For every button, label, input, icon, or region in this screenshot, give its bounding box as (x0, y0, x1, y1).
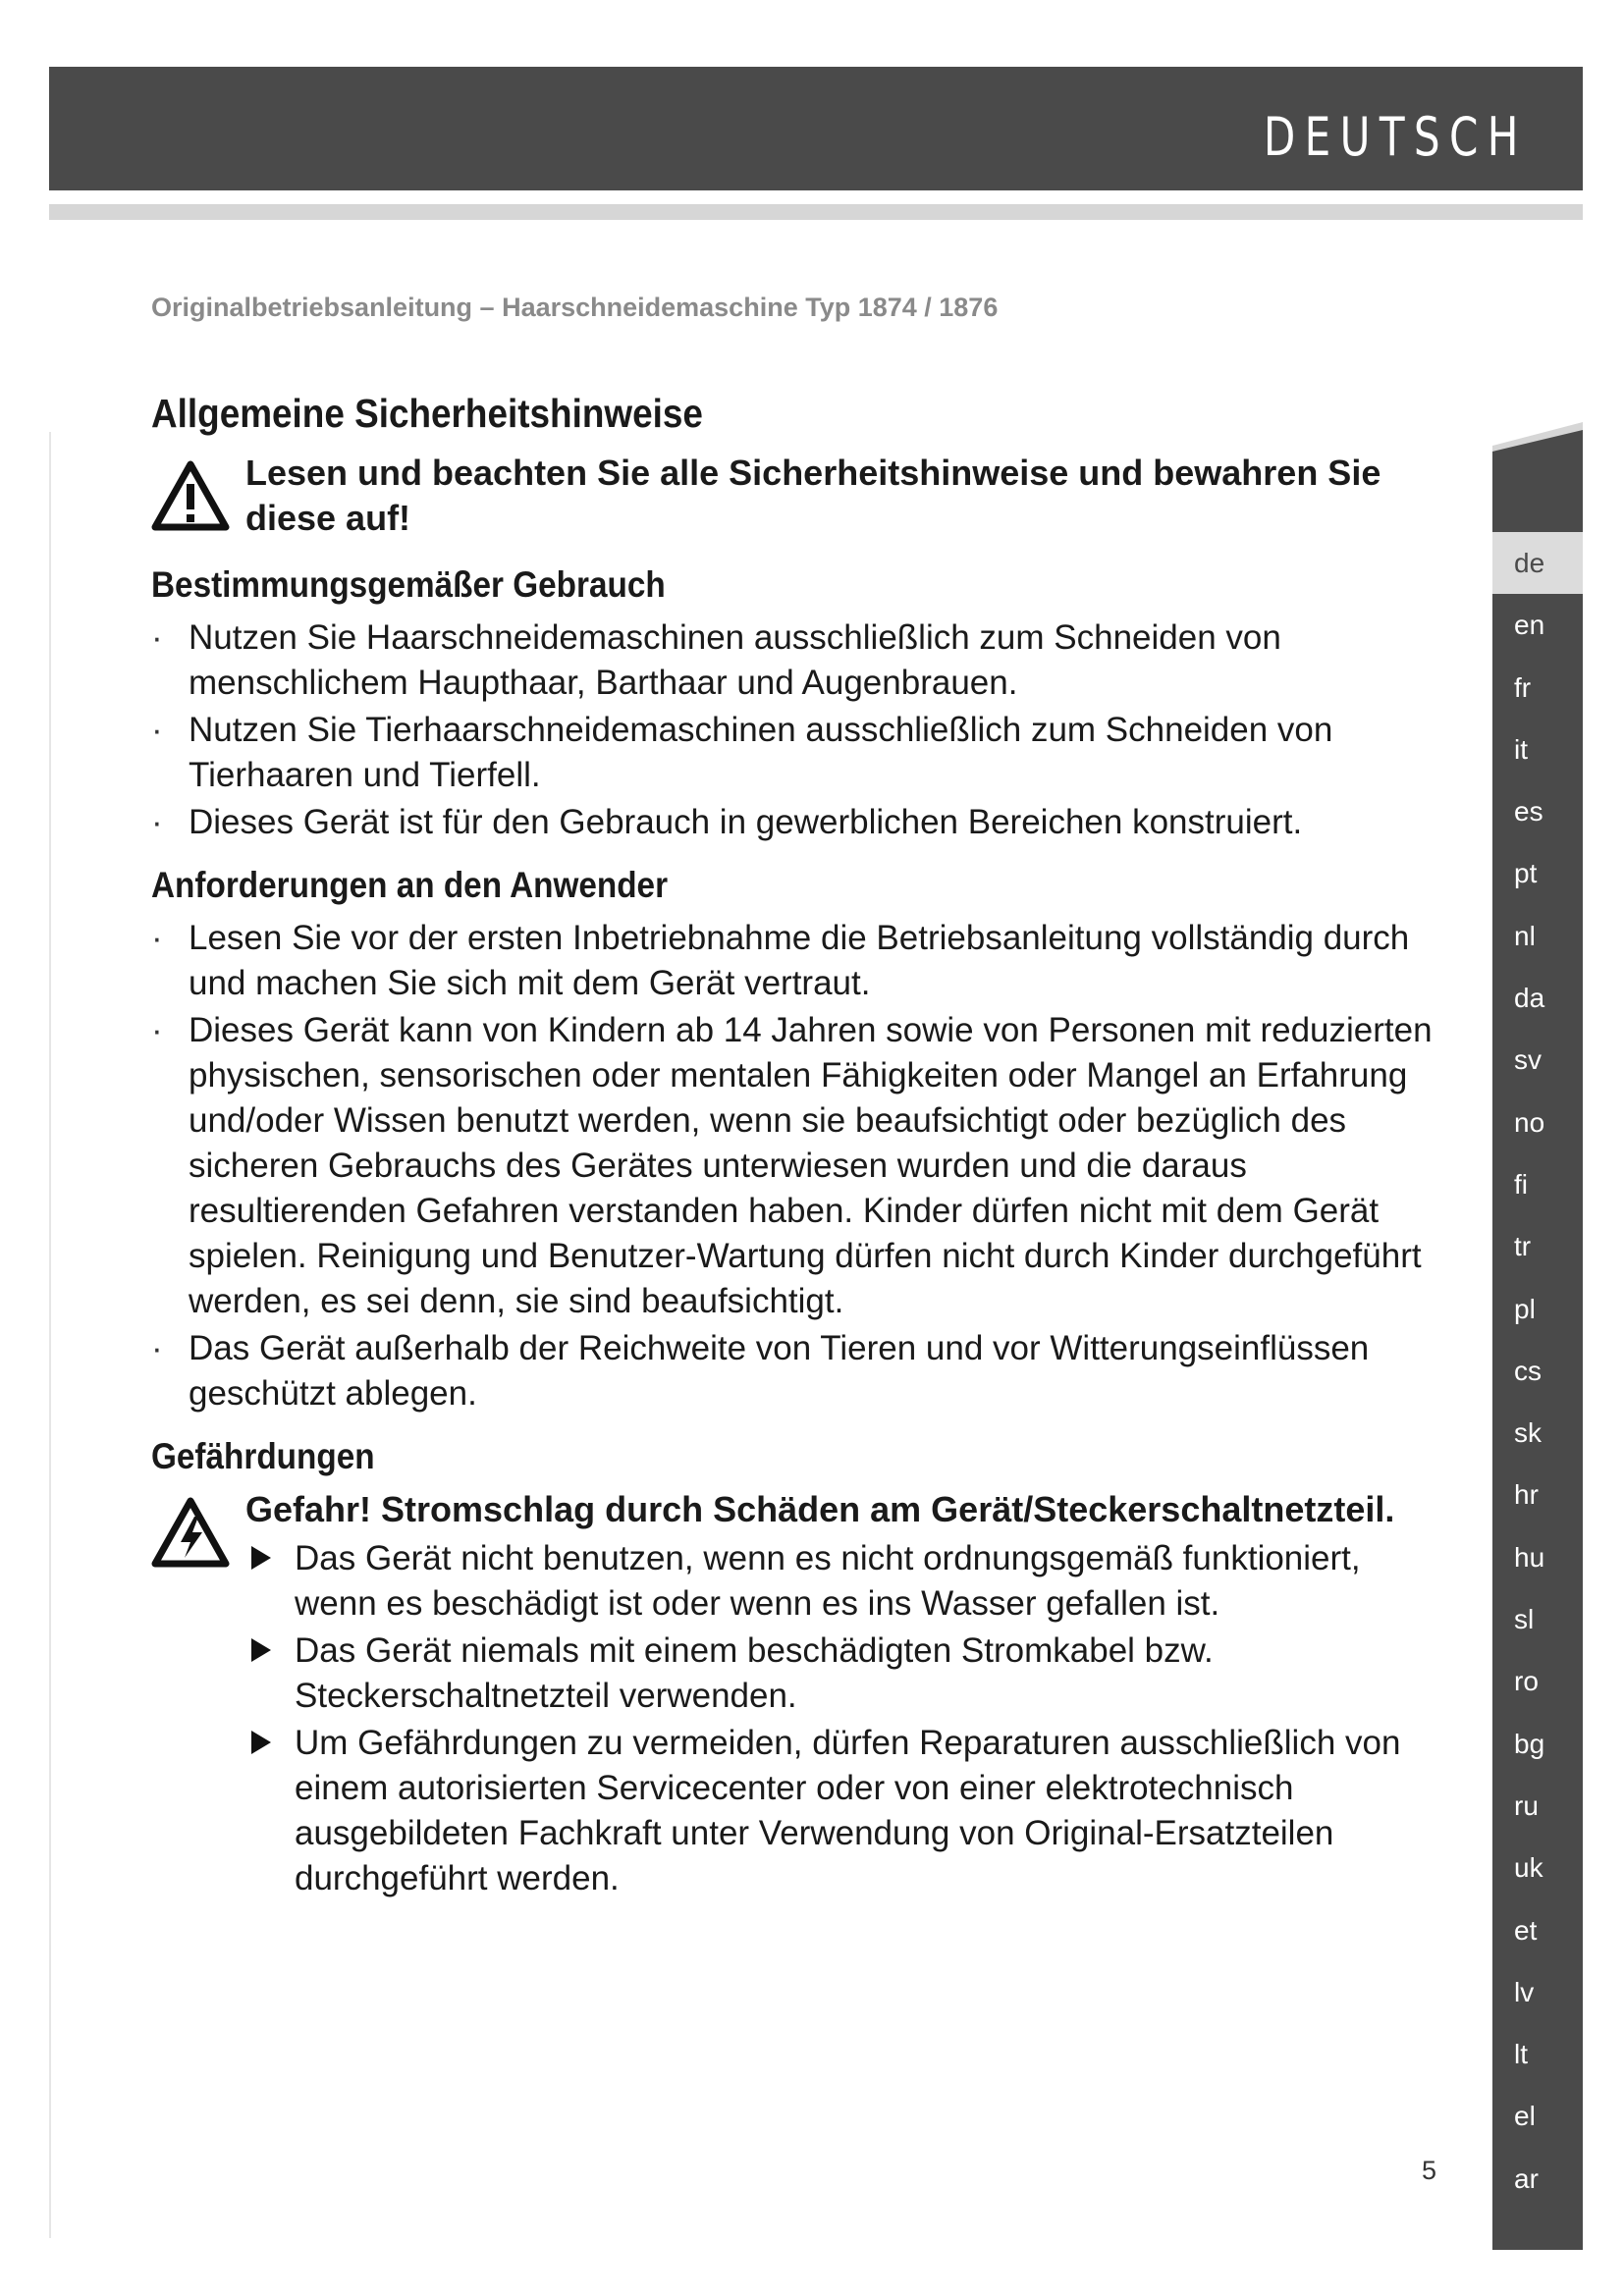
list-item: · Das Gerät außerhalb der Reichweite von Tieren und vor Witterungseinflüssen geschützt ablegen. (151, 1326, 1447, 1416)
electric-shock-warning-icon (151, 1497, 230, 1568)
left-margin-rule (49, 432, 51, 2238)
header-divider (49, 204, 1583, 220)
warning-triangle-icon (151, 460, 230, 531)
language-tab-lt[interactable]: lt (1514, 2039, 1528, 2070)
language-list (1492, 532, 1583, 2210)
list-item: · Nutzen Sie Haarschneidemaschinen ausschließlich zum Schneiden von menschlichem Haupthaar, Barthaar und Augenbrauen. (151, 615, 1447, 706)
document-subtitle: Originalbetriebsanleitung – Haarschneidemaschine Typ 1874 / 1876 (151, 293, 999, 322)
arrow-right-icon (251, 1546, 271, 1570)
language-tab-hu[interactable]: hu (1514, 1541, 1545, 1573)
bullet-dot-icon: · (151, 1011, 163, 1049)
page-number: 5 (1422, 2156, 1437, 2185)
list-item: · Dieses Gerät ist für den Gebrauch in gewerblichen Bereichen konstruiert. (151, 800, 1447, 845)
arrow-right-icon (251, 1638, 271, 1662)
language-tab-lv[interactable]: lv (1514, 1976, 1535, 2007)
section-title: Allgemeine Sicherheitshinweise (151, 391, 703, 436)
language-tab-sl[interactable]: sl (1514, 1604, 1535, 1635)
intended-use-heading: Bestimmungsgemäßer Gebrauch (151, 564, 666, 605)
language-tab-pl[interactable]: pl (1514, 1293, 1536, 1324)
header-bar (49, 67, 1583, 190)
language-tab-sk[interactable]: sk (1514, 1417, 1542, 1449)
bullet-dot-icon: · (151, 711, 163, 749)
list-item: Das Gerät nicht benutzen, wenn es nicht ordnungsgemäß funktioniert, wenn es beschädigt ist oder wenn es ins Wasser gefallen ist. (245, 1536, 1447, 1627)
bullet-dot-icon: · (151, 919, 163, 957)
list-item: · Lesen Sie vor der ersten Inbetriebnahme die Betriebsanleitung vollständig durch und machen Sie sich mit dem Gerät vertraut. (151, 916, 1447, 1006)
language-tab-sv[interactable]: sv (1514, 1044, 1542, 1076)
language-tab-cs[interactable]: cs (1514, 1355, 1542, 1386)
general-warning (151, 451, 1447, 545)
list-item: Das Gerät niemals mit einem beschädigten Stromkabel bzw. Steckerschaltnetzteil verwenden. (245, 1629, 1447, 1719)
language-tab-uk[interactable]: uk (1514, 1852, 1543, 1884)
main-content (151, 391, 1447, 1903)
general-warning-text: Lesen und beachten Sie alle Sicherheitshinweise und bewahren Sie diese auf! (245, 453, 1381, 538)
hazard-warning-text: Gefahr! Stromschlag durch Schäden am Gerät/Steckerschaltnetzteil. (245, 1489, 1395, 1529)
bullet-dot-icon: · (151, 1329, 163, 1367)
bullet-dot-icon: · (151, 618, 163, 657)
list-item: · Dieses Gerät kann von Kindern ab 14 Jahren sowie von Personen mit reduzierten physischen, sensorischen oder mentalen Fähigkeiten oder Mangel an Erfahrung und/oder Wissen benutzt werden, wenn sie beaufsichtigt oder bezüglich des sicheren Gebrauchs des Gerätes unterwiesen wurden und die daraus resultierenden Gefahren verstanden haben. Kinder dürfen nicht mit dem Gerät spielen. Reinigung und Benutzer-Wartung dürfen nicht durch Kinder durchgeführt werden, es sei denn, sie sind beaufsichtigt. (151, 1008, 1447, 1324)
bullet-dot-icon: · (151, 803, 163, 841)
language-tab-es[interactable]: es (1514, 796, 1543, 828)
language-tab-hr[interactable]: hr (1514, 1479, 1539, 1511)
language-tab-bg[interactable]: bg (1514, 1728, 1545, 1759)
sidebar-top-wedge (1492, 422, 1583, 455)
language-tab-fr[interactable]: fr (1514, 671, 1532, 703)
intended-use-list (151, 615, 1447, 845)
language-tab-tr[interactable]: tr (1514, 1231, 1532, 1262)
user-requirements-list (151, 916, 1447, 1416)
language-tab-nl[interactable]: nl (1514, 920, 1536, 951)
language-tab-de[interactable]: de (1492, 532, 1583, 594)
arrow-right-icon (251, 1731, 271, 1754)
list-item: Um Gefährdungen zu vermeiden, dürfen Reparaturen ausschließlich von einem autorisierten Servicecenter oder von einer elektrotechnisch ausgebildeten Fachkraft unter Verwendung von Original-Ersatzteilen durchgeführt werden. (245, 1721, 1447, 1901)
user-requirements-heading: Anforderungen an den Anwender (151, 865, 669, 905)
list-item: · Nutzen Sie Tierhaarschneidemaschinen ausschließlich zum Schneiden von Tierhaaren und Tierfell. (151, 708, 1447, 798)
hazard-warning (151, 1487, 1447, 1901)
language-tab-it[interactable]: it (1514, 733, 1528, 765)
language-tab-ru[interactable]: ru (1514, 1789, 1539, 1821)
language-tab-fi[interactable]: fi (1514, 1168, 1528, 1200)
language-tab-no[interactable]: no (1514, 1106, 1545, 1138)
language-tab-ro[interactable]: ro (1514, 1666, 1539, 1697)
language-header-title: DEUTSCH (1264, 106, 1528, 168)
language-tab-et[interactable]: et (1514, 1914, 1538, 1946)
hazard-list (245, 1536, 1447, 1901)
language-tab-en[interactable]: en (1514, 610, 1545, 641)
language-tab-ar[interactable]: ar (1514, 2163, 1539, 2194)
hazards-heading: Gefährdungen (151, 1436, 375, 1476)
language-tab-el[interactable]: el (1514, 2101, 1536, 2132)
language-tab-pt[interactable]: pt (1514, 858, 1538, 889)
language-sidebar (1492, 454, 1583, 2250)
language-tab-da[interactable]: da (1514, 983, 1545, 1014)
